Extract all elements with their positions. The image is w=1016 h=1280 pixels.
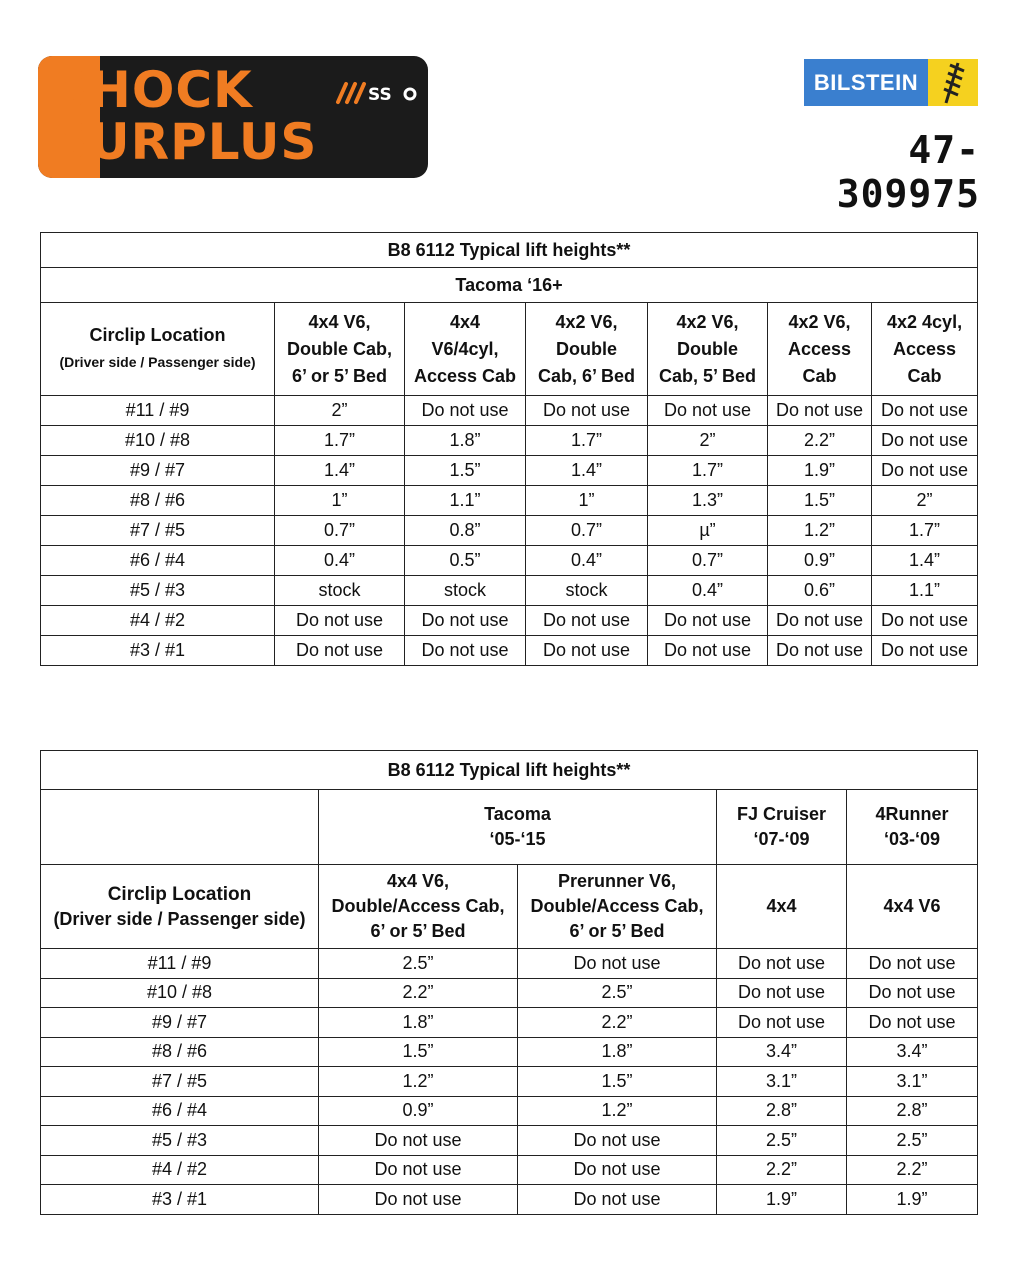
lift-height-cell: 1.8” bbox=[518, 1037, 717, 1067]
lift-height-cell: Do not use bbox=[768, 396, 872, 426]
lift-height-cell: Do not use bbox=[518, 1126, 717, 1156]
lift-height-cell: Do not use bbox=[526, 606, 648, 636]
table1-title: B8 6112 Typical lift heights** bbox=[41, 233, 978, 268]
lift-height-cell: 2.8” bbox=[717, 1096, 847, 1126]
circlip-location-cell: #3 / #1 bbox=[41, 1185, 319, 1215]
circlip-location-cell: #11 / #9 bbox=[41, 396, 275, 426]
lift-height-cell: 0.7” bbox=[526, 516, 648, 546]
table1-column-header-line: Double Cab, bbox=[286, 338, 392, 359]
lift-height-cell: Do not use bbox=[275, 606, 405, 636]
spring-icon bbox=[928, 59, 978, 106]
table2-column-header-line: Prerunner V6, bbox=[557, 871, 677, 891]
lift-height-cell: 3.4” bbox=[717, 1037, 847, 1067]
logo-line-1 bbox=[52, 61, 253, 119]
lift-height-cell: 0.4” bbox=[648, 576, 768, 606]
table1-column-header bbox=[526, 303, 648, 396]
lift-height-cell: 0.5” bbox=[405, 546, 526, 576]
table1-column-header bbox=[872, 303, 978, 396]
lift-height-cell: 0.4” bbox=[526, 546, 648, 576]
table-row bbox=[41, 636, 978, 666]
table1-column-header-line: Access bbox=[893, 338, 957, 359]
lift-height-cell: Do not use bbox=[319, 1126, 518, 1156]
table1-column-header-line: 4x2 V6, bbox=[788, 311, 851, 332]
lift-height-cell: Do not use bbox=[717, 949, 847, 979]
lift-height-cell: Do not use bbox=[405, 636, 526, 666]
lift-height-cell: Do not use bbox=[872, 606, 978, 636]
circlip-location-cell: #6 / #4 bbox=[41, 1096, 319, 1126]
lift-height-cell: 0.4” bbox=[275, 546, 405, 576]
bilstein-spring-icon bbox=[928, 59, 978, 106]
lift-height-cell: 1.7” bbox=[872, 516, 978, 546]
lift-height-cell: Do not use bbox=[648, 396, 768, 426]
lift-height-cell: 2.2” bbox=[717, 1155, 847, 1185]
lift-height-cell: 1.8” bbox=[405, 426, 526, 456]
table1-location-header bbox=[41, 303, 275, 396]
table2-location-sub: (Driver side / Passenger side) bbox=[53, 908, 306, 929]
table2-column-header-line: 6’ or 5’ Bed bbox=[370, 921, 466, 941]
lift-height-cell: 2” bbox=[275, 396, 405, 426]
table1-location-title: Circlip Location bbox=[89, 325, 226, 345]
lift-height-cell: 2.2” bbox=[768, 426, 872, 456]
lift-height-cell: 1.4” bbox=[526, 456, 648, 486]
lift-height-cell: 1.1” bbox=[872, 576, 978, 606]
lift-height-cell: 1.1” bbox=[405, 486, 526, 516]
lift-height-cell: 1.9” bbox=[717, 1185, 847, 1215]
circlip-location-cell: #7 / #5 bbox=[41, 1067, 319, 1097]
lift-height-cell: Do not use bbox=[405, 606, 526, 636]
table2-column-header-line: Double/Access Cab, bbox=[530, 896, 704, 916]
table-row bbox=[41, 1096, 978, 1126]
table2-model-fj-years: ‘07-‘09 bbox=[753, 829, 810, 849]
table2-model-4runner-name: 4Runner bbox=[875, 804, 949, 824]
lift-height-cell: 2.2” bbox=[518, 1008, 717, 1038]
table2-column-header-line: 4x4 V6 bbox=[883, 896, 941, 916]
lift-height-cell: Do not use bbox=[275, 636, 405, 666]
lift-height-cell: stock bbox=[275, 576, 405, 606]
circlip-location-cell: #4 / #2 bbox=[41, 606, 275, 636]
lift-height-cell: 2.5” bbox=[717, 1126, 847, 1156]
table2-column-header-line: Double/Access Cab, bbox=[331, 896, 505, 916]
lift-height-cell: 0.9” bbox=[768, 546, 872, 576]
table2-location-header bbox=[41, 865, 319, 949]
lift-height-cell: 3.4” bbox=[847, 1037, 978, 1067]
lift-height-cell: Do not use bbox=[847, 1008, 978, 1038]
circlip-location-cell: #10 / #8 bbox=[41, 978, 319, 1008]
table-row bbox=[41, 396, 978, 426]
lift-height-cell: 0.6” bbox=[768, 576, 872, 606]
lift-height-cell: Do not use bbox=[405, 396, 526, 426]
table2-column-header bbox=[518, 865, 717, 949]
table2-model-fj-name: FJ Cruiser bbox=[736, 804, 827, 824]
table2-location-title: Circlip Location bbox=[107, 883, 252, 905]
part-number: 47-309975 bbox=[836, 128, 980, 216]
lift-height-cell: Do not use bbox=[648, 606, 768, 636]
lift-height-cell: 1.5” bbox=[768, 486, 872, 516]
table1-column-header-line: Cab bbox=[802, 365, 837, 386]
table2-column-header-line: 6’ or 5’ Bed bbox=[569, 921, 665, 941]
circlip-location-cell: #5 / #3 bbox=[41, 576, 275, 606]
table-row bbox=[41, 949, 978, 979]
lift-height-cell: 0.7” bbox=[275, 516, 405, 546]
table1-column-header-line: 4x4 V6, bbox=[308, 311, 371, 332]
table2-title: B8 6112 Typical lift heights** bbox=[41, 751, 978, 790]
table-row bbox=[41, 456, 978, 486]
table-row bbox=[41, 1008, 978, 1038]
lift-height-cell: stock bbox=[526, 576, 648, 606]
table-row bbox=[41, 576, 978, 606]
table2-model-tacoma bbox=[319, 790, 717, 865]
lift-height-cell: 2.5” bbox=[847, 1126, 978, 1156]
lift-height-cell: Do not use bbox=[872, 426, 978, 456]
circlip-location-cell: #4 / #2 bbox=[41, 1155, 319, 1185]
lift-height-cell: Do not use bbox=[768, 606, 872, 636]
table1-column-header bbox=[275, 303, 405, 396]
lift-height-cell: Do not use bbox=[717, 1008, 847, 1038]
lift-height-cell: µ” bbox=[648, 516, 768, 546]
table1-column-header-line: Double bbox=[677, 338, 738, 359]
table2-model-4runner-years: ‘03-‘09 bbox=[883, 829, 941, 849]
table1-column-header-line: Double bbox=[556, 338, 617, 359]
circlip-location-cell: #6 / #4 bbox=[41, 546, 275, 576]
circlip-location-cell: #10 / #8 bbox=[41, 426, 275, 456]
lift-table-tacoma-fj-4runner bbox=[40, 750, 978, 1215]
table1-column-header-line: Cab bbox=[907, 365, 942, 386]
lift-height-cell: Do not use bbox=[648, 636, 768, 666]
lift-height-cell: 2” bbox=[648, 426, 768, 456]
lift-height-cell: Do not use bbox=[526, 396, 648, 426]
circlip-location-cell: #9 / #7 bbox=[41, 1008, 319, 1038]
table1-column-header bbox=[405, 303, 526, 396]
lift-height-cell: 1.7” bbox=[648, 456, 768, 486]
lift-height-cell: 3.1” bbox=[847, 1067, 978, 1097]
bilstein-logo bbox=[804, 59, 978, 106]
circlip-location-cell: #9 / #7 bbox=[41, 456, 275, 486]
table-row bbox=[41, 486, 978, 516]
logo-line-1-text: SHOCK bbox=[52, 61, 253, 119]
lift-height-cell: Do not use bbox=[872, 456, 978, 486]
table-row bbox=[41, 978, 978, 1008]
lift-height-cell: Do not use bbox=[847, 949, 978, 979]
lift-height-cell: Do not use bbox=[319, 1185, 518, 1215]
lift-height-cell: 2.5” bbox=[518, 978, 717, 1008]
lift-height-cell: Do not use bbox=[872, 396, 978, 426]
logo-badge-text: SS bbox=[368, 85, 392, 105]
lift-table-tacoma-16 bbox=[40, 232, 978, 666]
lift-height-cell: 1.3” bbox=[648, 486, 768, 516]
table1-column-header bbox=[648, 303, 768, 396]
table1-column-header-line: V6/4cyl, bbox=[431, 338, 499, 359]
lift-height-cell: 2.5” bbox=[319, 949, 518, 979]
lift-height-cell: 1.2” bbox=[319, 1067, 518, 1097]
lift-height-cell: 1.7” bbox=[275, 426, 405, 456]
lift-height-cell: 1.2” bbox=[768, 516, 872, 546]
table-row bbox=[41, 1126, 978, 1156]
table1-location-sub: (Driver side / Passenger side) bbox=[59, 354, 256, 370]
table1-column-header-line: Cab, 6’ Bed bbox=[537, 365, 636, 386]
lift-height-cell: Do not use bbox=[872, 636, 978, 666]
lift-height-cell: 1.9” bbox=[768, 456, 872, 486]
table-row bbox=[41, 516, 978, 546]
shock-absorber-icon bbox=[334, 78, 418, 108]
table2-column-header bbox=[847, 865, 978, 949]
table2-blank-cell bbox=[41, 790, 319, 865]
lift-height-cell: 2.8” bbox=[847, 1096, 978, 1126]
lift-height-cell: 0.9” bbox=[319, 1096, 518, 1126]
table2-column-header bbox=[319, 865, 518, 949]
lift-height-cell: 1.2” bbox=[518, 1096, 717, 1126]
lift-height-cell: Do not use bbox=[518, 949, 717, 979]
circlip-location-cell: #8 / #6 bbox=[41, 486, 275, 516]
logo-line-2 bbox=[52, 113, 318, 171]
table1-column-header-line: 4x2 V6, bbox=[555, 311, 618, 332]
table1-column-header-line: 4x2 4cyl, bbox=[887, 311, 963, 332]
lift-height-cell: 1.9” bbox=[847, 1185, 978, 1215]
lift-height-cell: 1.8” bbox=[319, 1008, 518, 1038]
table-row bbox=[41, 1155, 978, 1185]
table1-column-header-line: 4x2 V6, bbox=[676, 311, 739, 332]
lift-height-cell: Do not use bbox=[518, 1185, 717, 1215]
table1-column-header-line: Access Cab bbox=[413, 365, 517, 386]
circlip-location-cell: #5 / #3 bbox=[41, 1126, 319, 1156]
table1-column-header bbox=[768, 303, 872, 396]
lift-height-cell: Do not use bbox=[319, 1155, 518, 1185]
lift-height-cell: 1.5” bbox=[518, 1067, 717, 1097]
table1-column-header-line: 4x4 bbox=[449, 311, 481, 332]
shock-surplus-logo bbox=[38, 56, 428, 178]
table2-model-tacoma-name: Tacoma bbox=[484, 804, 551, 824]
table1-column-header-line: Access bbox=[787, 338, 852, 359]
table2-column-header-line: 4x4 bbox=[766, 896, 797, 916]
lift-height-cell: Do not use bbox=[526, 636, 648, 666]
lift-height-cell: 2.2” bbox=[847, 1155, 978, 1185]
lift-height-cell: 0.7” bbox=[648, 546, 768, 576]
circlip-location-cell: #3 / #1 bbox=[41, 636, 275, 666]
bilstein-brand: BILSTEIN bbox=[804, 59, 928, 106]
lift-height-cell: 1.7” bbox=[526, 426, 648, 456]
lift-height-cell: 3.1” bbox=[717, 1067, 847, 1097]
table-row bbox=[41, 1185, 978, 1215]
circlip-location-cell: #11 / #9 bbox=[41, 949, 319, 979]
lift-height-cell: 1” bbox=[526, 486, 648, 516]
table-row bbox=[41, 1067, 978, 1097]
lift-height-cell: 2.2” bbox=[319, 978, 518, 1008]
lift-height-cell: 0.8” bbox=[405, 516, 526, 546]
lift-height-cell: 2” bbox=[872, 486, 978, 516]
lift-height-cell: 1.4” bbox=[275, 456, 405, 486]
table2-model-fj-cruiser bbox=[717, 790, 847, 865]
table1-column-header-line: 6’ or 5’ Bed bbox=[291, 365, 388, 386]
circlip-location-cell: #7 / #5 bbox=[41, 516, 275, 546]
lift-height-cell: 1.5” bbox=[319, 1037, 518, 1067]
table-row bbox=[41, 1037, 978, 1067]
lift-height-cell: Do not use bbox=[717, 978, 847, 1008]
table2-column-header bbox=[717, 865, 847, 949]
table2-column-header-line: 4x4 V6, bbox=[386, 871, 450, 891]
table1-column-header-line: Cab, 5’ Bed bbox=[658, 365, 757, 386]
logo-line-2-text: SURPLUS bbox=[52, 113, 318, 171]
lift-height-cell: 1” bbox=[275, 486, 405, 516]
lift-height-cell: 1.5” bbox=[405, 456, 526, 486]
lift-height-cell: Do not use bbox=[847, 978, 978, 1008]
lift-height-cell: Do not use bbox=[518, 1155, 717, 1185]
lift-height-cell: stock bbox=[405, 576, 526, 606]
table2-model-tacoma-years: ‘05-‘15 bbox=[489, 829, 546, 849]
table-row bbox=[41, 426, 978, 456]
lift-height-cell: Do not use bbox=[768, 636, 872, 666]
table1-model: Tacoma ‘16+ bbox=[41, 268, 978, 303]
table-row bbox=[41, 606, 978, 636]
circlip-location-cell: #8 / #6 bbox=[41, 1037, 319, 1067]
table-row bbox=[41, 546, 978, 576]
table2-model-4runner bbox=[847, 790, 978, 865]
lift-height-cell: 1.4” bbox=[872, 546, 978, 576]
